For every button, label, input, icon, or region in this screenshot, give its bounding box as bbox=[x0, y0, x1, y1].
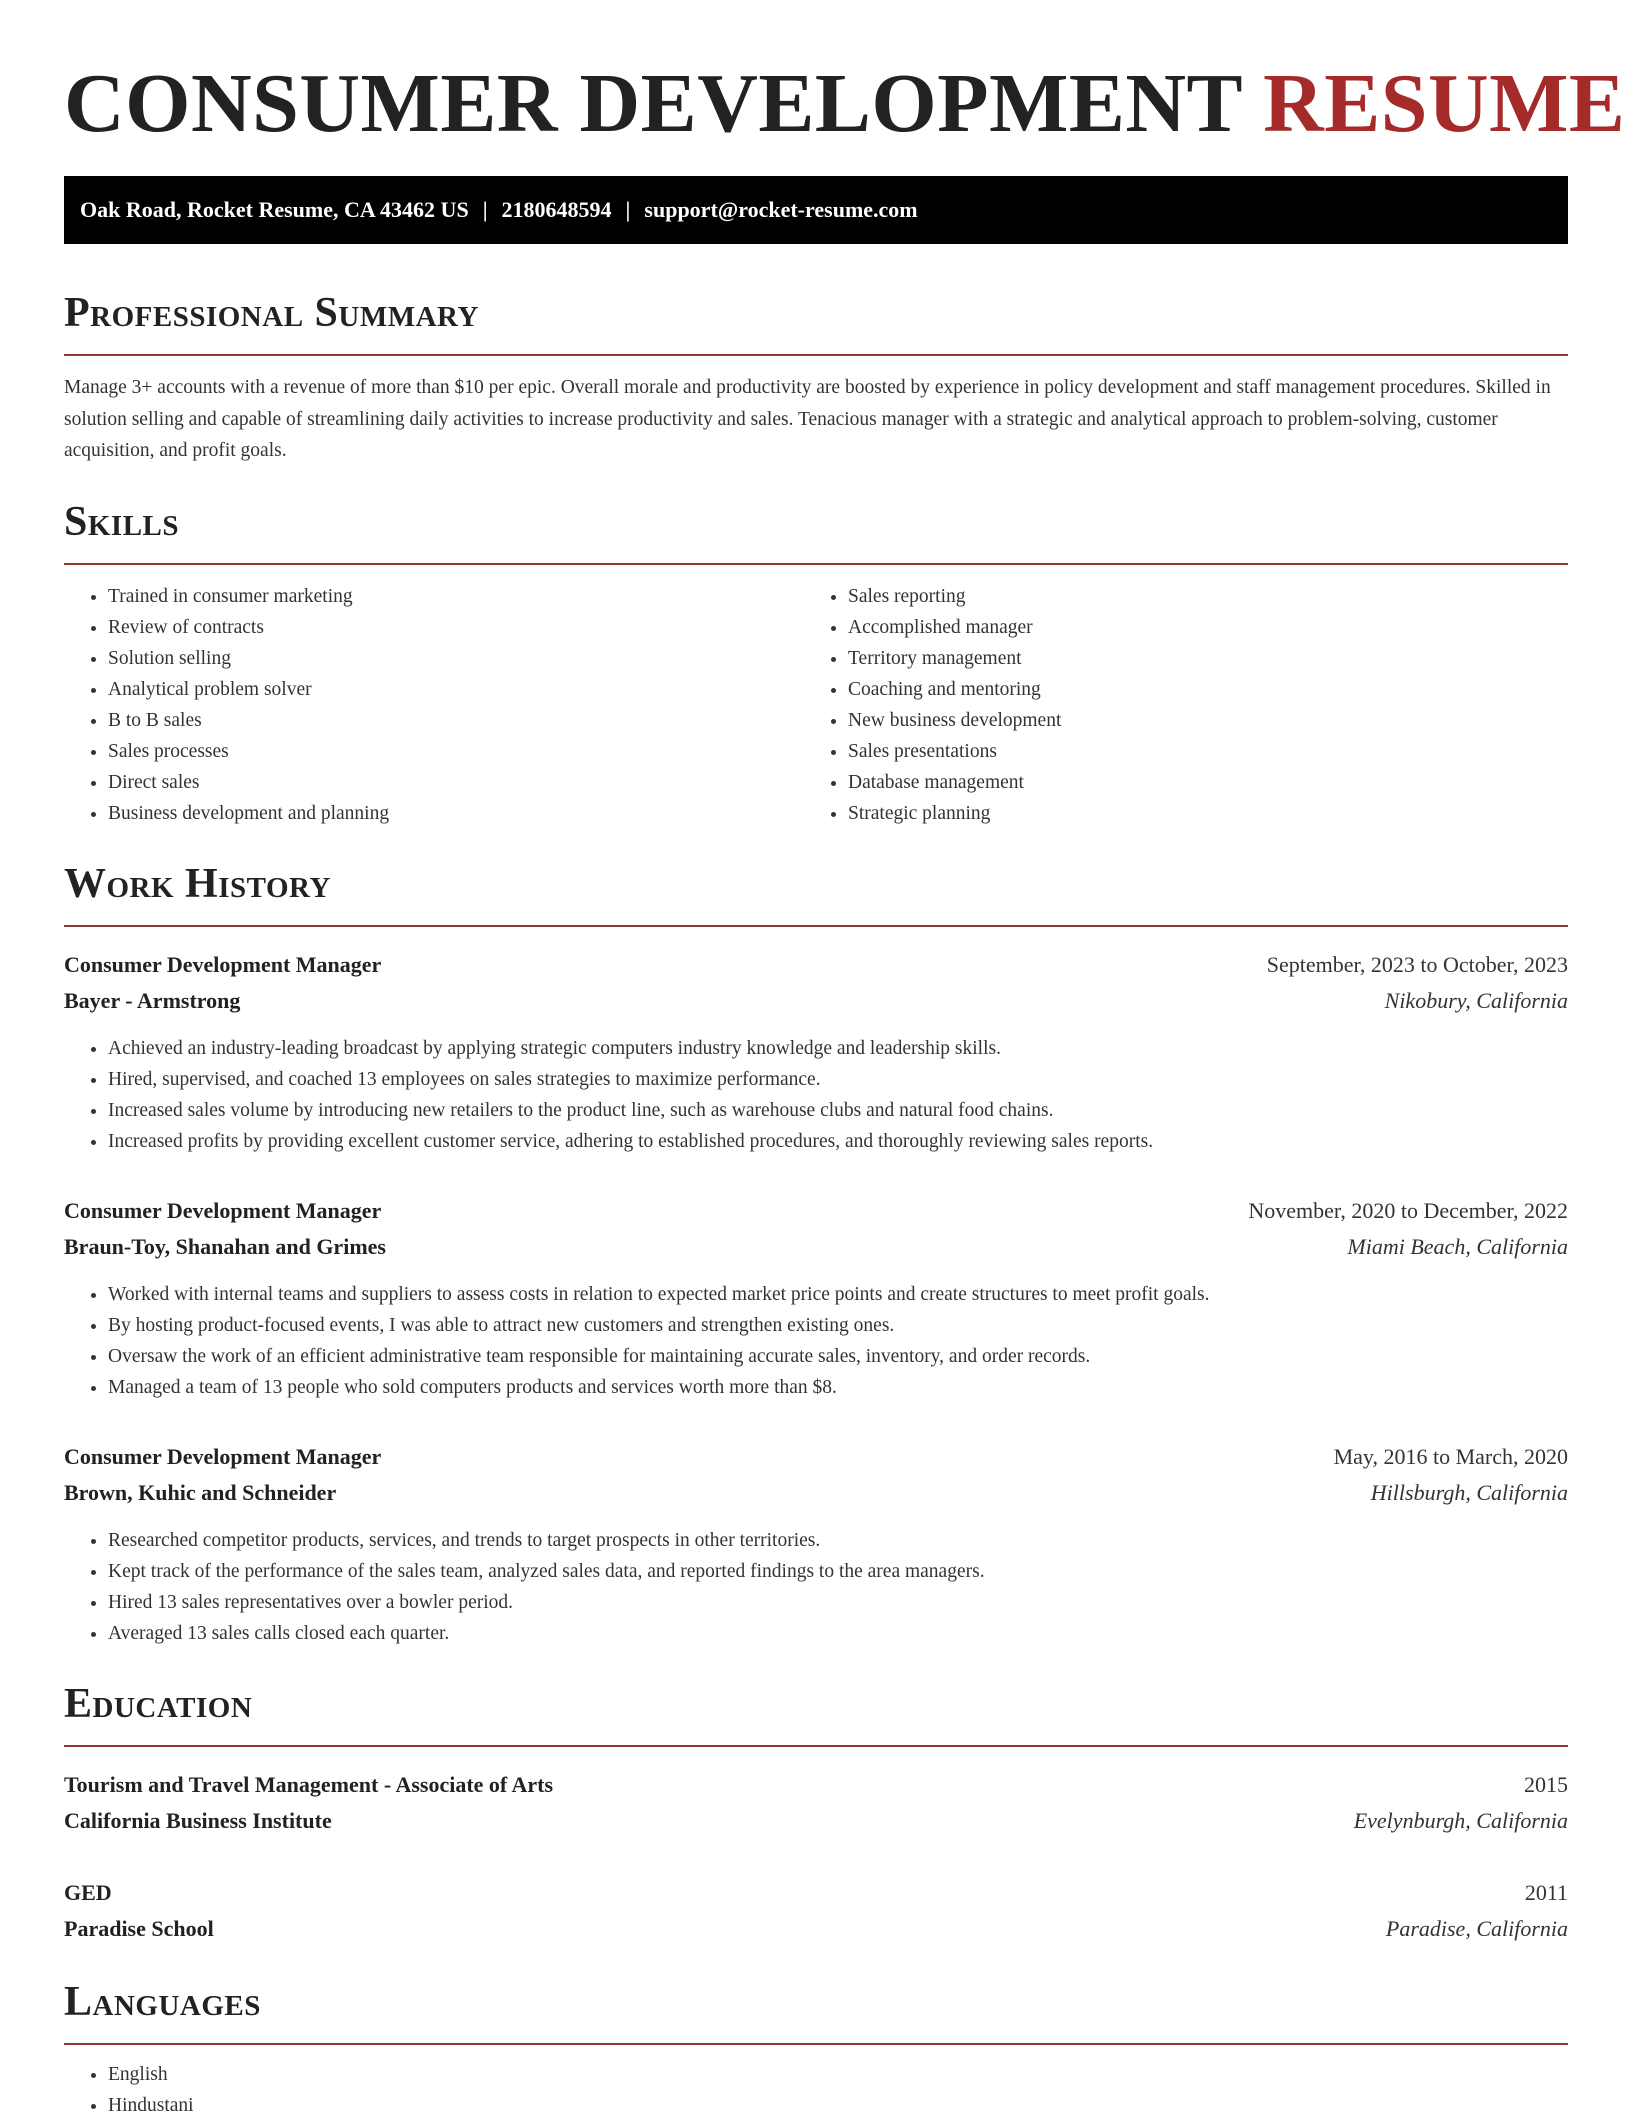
job-bullet: • Increased sales volume by introducing new retailers to the product line, such as warehouse clubs and natural food chains. bbox=[108, 1095, 1568, 1126]
education-school: Paradise School bbox=[64, 1915, 214, 1941]
resume-page bbox=[64, 0, 1626, 2121]
work-section bbox=[64, 859, 1568, 1649]
education-degree-row bbox=[64, 1767, 1568, 1803]
skill-item: • Territory management bbox=[848, 643, 1544, 674]
skills-heading: Skills bbox=[64, 498, 180, 545]
skills-section bbox=[64, 497, 1568, 829]
job-bullets bbox=[64, 1525, 1568, 1649]
education-school: California Business Institute bbox=[64, 1807, 332, 1833]
education-school-row bbox=[64, 1911, 1568, 1947]
job-dates: September, 2023 to October, 2023 bbox=[1266, 951, 1568, 977]
contact-phone: 2180648594 bbox=[501, 197, 612, 222]
language-item: • English bbox=[108, 2059, 1568, 2090]
contact-bar bbox=[64, 176, 1568, 244]
skill-item: • Business development and planning bbox=[108, 798, 804, 829]
job-title: Consumer Development Manager bbox=[64, 951, 382, 977]
languages-heading: Languages bbox=[64, 1978, 261, 2025]
job-entry bbox=[64, 947, 1568, 1157]
education-school-row bbox=[64, 1803, 1568, 1839]
education-degree: Tourism and Travel Management - Associate of Arts bbox=[64, 1771, 554, 1797]
job-title: Consumer Development Manager bbox=[64, 1443, 382, 1469]
education-degree-row bbox=[64, 1875, 1568, 1911]
title-accent: RESUME bbox=[1263, 57, 1626, 150]
section-divider bbox=[64, 354, 1568, 356]
skills-columns bbox=[64, 581, 1568, 829]
job-bullet: • Hired 13 sales representatives over a bowler period. bbox=[108, 1587, 1568, 1618]
skill-item: • New business development bbox=[848, 705, 1544, 736]
contact-separator: | bbox=[482, 197, 488, 222]
education-year: 2015 bbox=[1524, 1771, 1568, 1797]
skill-item: • Sales presentations bbox=[848, 736, 1544, 767]
job-header-row bbox=[64, 1193, 1568, 1229]
contact-address: Oak Road, Rocket Resume, CA 43462 US bbox=[80, 197, 469, 222]
section-divider bbox=[64, 1745, 1568, 1747]
education-location: Paradise, California bbox=[1385, 1915, 1568, 1941]
skills-right-list bbox=[804, 581, 1544, 829]
summary-heading: Professional Summary bbox=[64, 290, 479, 336]
contact-separator: | bbox=[625, 197, 631, 222]
job-header-row bbox=[64, 947, 1568, 983]
job-bullet: • Oversaw the work of an efficient administrative team responsible for maintaining accurate sales, inventory, and order records. bbox=[108, 1341, 1568, 1372]
job-entry bbox=[64, 1193, 1568, 1403]
job-dates: May, 2016 to March, 2020 bbox=[1333, 1443, 1568, 1469]
skill-item: • Review of contracts bbox=[108, 612, 804, 643]
contact-email[interactable]: support@rocket-resume.com bbox=[644, 197, 918, 222]
education-location: Evelynburgh, California bbox=[1353, 1807, 1568, 1833]
skills-left-list bbox=[64, 581, 804, 829]
skill-item: • Sales processes bbox=[108, 736, 804, 767]
education-degree: GED bbox=[64, 1879, 112, 1905]
job-dates: November, 2020 to December, 2022 bbox=[1248, 1197, 1568, 1223]
job-bullets bbox=[64, 1279, 1568, 1403]
job-bullet: • Averaged 13 sales calls closed each quarter. bbox=[108, 1618, 1568, 1649]
job-bullet: • Achieved an industry-leading broadcast by applying strategic computers industry knowledge and leadership skills. bbox=[108, 1033, 1568, 1064]
skill-item: • Database management bbox=[848, 767, 1544, 798]
skill-item: • Accomplished manager bbox=[848, 612, 1544, 643]
skill-item: • Solution selling bbox=[108, 643, 804, 674]
skill-item: • Sales reporting bbox=[848, 581, 1544, 612]
job-bullet: • By hosting product-focused events, I was able to attract new customers and strengthen existing ones. bbox=[108, 1310, 1568, 1341]
job-company: Bayer - Armstrong bbox=[64, 987, 241, 1013]
job-location: Hillsburgh, California bbox=[1370, 1479, 1568, 1505]
skill-item: • Direct sales bbox=[108, 767, 804, 798]
resume-title bbox=[64, 0, 1626, 152]
job-company-row bbox=[64, 1475, 1568, 1511]
job-company-row bbox=[64, 1229, 1568, 1265]
languages-section bbox=[64, 1977, 1568, 2121]
job-bullet: • Researched competitor products, services, and trends to target prospects in other territories. bbox=[108, 1525, 1568, 1556]
job-location: Miami Beach, California bbox=[1347, 1233, 1568, 1259]
job-bullets bbox=[64, 1033, 1568, 1157]
job-entry bbox=[64, 1439, 1568, 1649]
job-company: Brown, Kuhic and Schneider bbox=[64, 1479, 337, 1505]
job-location: Nikobury, California bbox=[1384, 987, 1568, 1013]
job-company-row bbox=[64, 983, 1568, 1019]
skill-item: • Strategic planning bbox=[848, 798, 1544, 829]
job-company: Braun-Toy, Shanahan and Grimes bbox=[64, 1233, 386, 1259]
section-divider bbox=[64, 2043, 1568, 2045]
education-entry bbox=[64, 1767, 1568, 1839]
work-heading: Work History bbox=[64, 860, 331, 907]
title-main: CONSUMER DEVELOPMENT bbox=[64, 57, 1242, 150]
job-bullet: • Hired, supervised, and coached 13 employees on sales strategies to maximize performance. bbox=[108, 1064, 1568, 1095]
summary-text: Manage 3+ accounts with a revenue of more than $10 per epic. Overall morale and productivity are boosted by experience in policy development and staff management procedures. Skilled in solution selling and capable of streamlining daily activities to increase productivity and sales. Tenacious manager with a strategic and analytical approach to problem-solving, customer acquisition, and profit goals. bbox=[64, 377, 1551, 461]
education-entry bbox=[64, 1875, 1568, 1947]
skill-item: • B to B sales bbox=[108, 705, 804, 736]
summary-section bbox=[64, 288, 1568, 467]
job-bullet: • Kept track of the performance of the sales team, analyzed sales data, and reported findings to the area managers. bbox=[108, 1556, 1568, 1587]
skill-item: • Coaching and mentoring bbox=[848, 674, 1544, 705]
language-item: • Hindustani bbox=[108, 2090, 1568, 2121]
skill-item: • Trained in consumer marketing bbox=[108, 581, 804, 612]
education-year: 2011 bbox=[1524, 1879, 1568, 1905]
job-bullet: • Increased profits by providing excellent customer service, adhering to established procedures, and thoroughly reviewing sales reports. bbox=[108, 1126, 1568, 1157]
education-section bbox=[64, 1679, 1568, 1947]
skill-item: • Analytical problem solver bbox=[108, 674, 804, 705]
section-divider bbox=[64, 563, 1568, 565]
job-bullet: • Worked with internal teams and suppliers to assess costs in relation to expected market price points and create structures to meet profit goals. bbox=[108, 1279, 1568, 1310]
job-bullet: • Managed a team of 13 people who sold computers products and services worth more than $8. bbox=[108, 1372, 1568, 1403]
job-title: Consumer Development Manager bbox=[64, 1197, 382, 1223]
languages-list bbox=[64, 2059, 1568, 2121]
section-divider bbox=[64, 925, 1568, 927]
education-heading: Education bbox=[64, 1680, 253, 1727]
job-header-row bbox=[64, 1439, 1568, 1475]
